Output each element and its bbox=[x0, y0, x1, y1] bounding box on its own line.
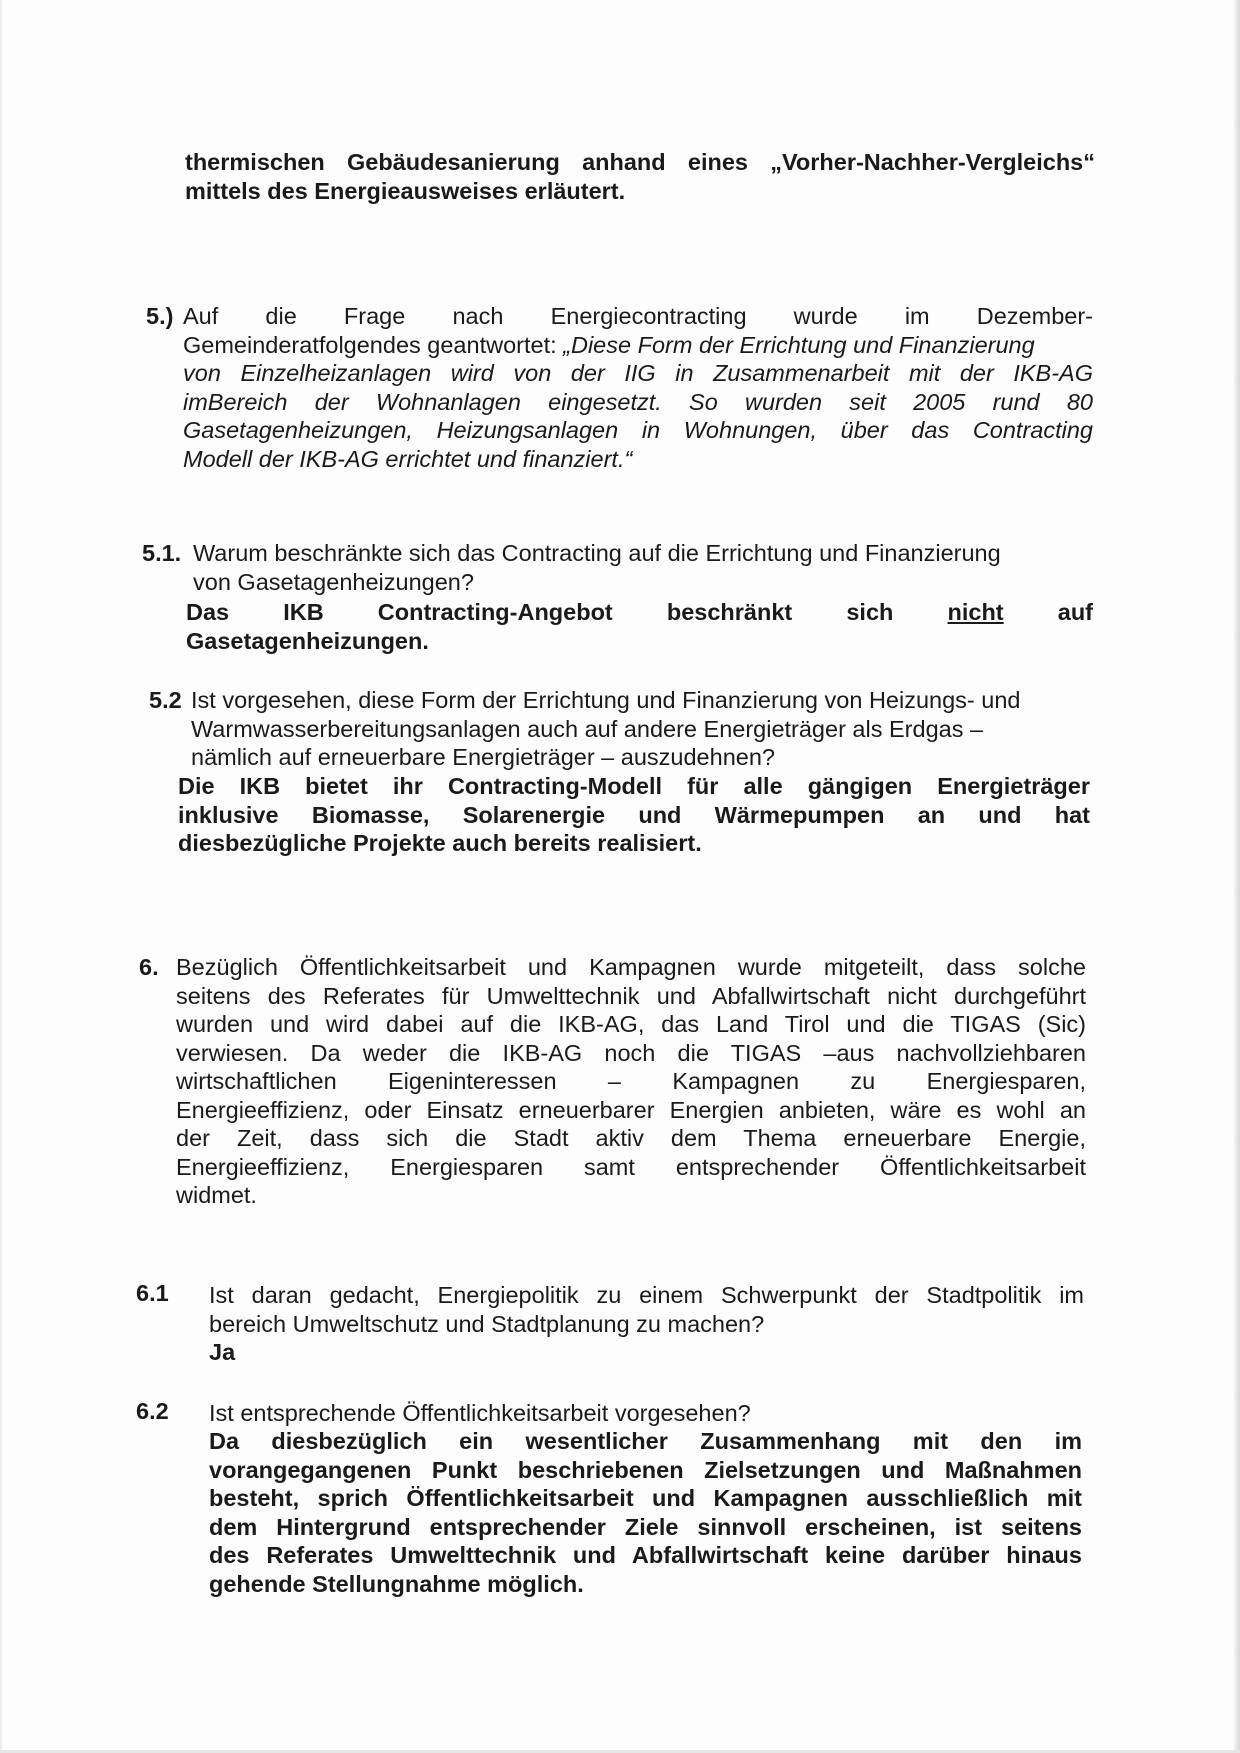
section-6-line-7: der Zeit, dass sich die Stadt aktiv dem Thema erneuerbare Energie, bbox=[176, 1125, 1086, 1151]
section-5-1-answer bbox=[186, 598, 1093, 655]
section-6-line-4: verwiesen. Da weder die IKB-AG noch die TIGAS –aus nachvollziehbaren bbox=[176, 1039, 1086, 1066]
section-5-2-answer-line-2: inklusive Biomasse, Solarenergie und Wärmepumpen an und hat bbox=[178, 801, 1090, 828]
section-6-line-2: seitens des Referates für Umwelttechnik und Abfallwirtschaft nicht durchgeführt bbox=[176, 982, 1086, 1009]
section-6-line-8: Energieeffizienz, Energiesparen samt entsprechender Öffentlichkeitsarbeit bbox=[176, 1153, 1086, 1180]
section-5-1-answer-line-1 bbox=[186, 598, 1093, 627]
section-6-2-question-line: Ist entsprechende Öffentlichkeitsarbeit vorgesehen? bbox=[209, 1400, 751, 1426]
section-6-1-question-line-2: bereich Umweltschutz und Stadtplanung zu machen? bbox=[209, 1310, 765, 1337]
section-6-2-answer bbox=[209, 1427, 1082, 1598]
section-5-2-question-line-2: Warmwasserbereitungsanlagen auch auf andere Energieträger als Erdgas – bbox=[191, 715, 984, 742]
section-5-2-answer-line-3: diesbezügliche Projekte auch bereits realisiert. bbox=[178, 830, 702, 856]
section-5-1-question-line-2: von Gasetagenheizungen? bbox=[193, 568, 474, 595]
scan-edge-right bbox=[1234, 0, 1240, 1753]
section-6-1-answer: Ja bbox=[209, 1339, 236, 1365]
section-5-2-question bbox=[191, 686, 1081, 772]
section-6-2-answer-line-4: dem Hintergrund entsprechender Ziele sinnvoll erscheinen, ist seitens bbox=[209, 1513, 1082, 1540]
section-6-2-answer-line-5: des Referates Umwelttechnik und Abfallwirtschaft keine darüber hinaus bbox=[209, 1542, 1082, 1568]
section-5-1-question bbox=[193, 539, 1093, 596]
section-5-2-number: 5.2 bbox=[149, 687, 182, 713]
section-6-number: 6. bbox=[139, 954, 159, 980]
section-6-2-answer-line-1: Da diesbezüglich ein wesentlicher Zusammenhang mit den im bbox=[209, 1428, 1082, 1454]
scan-edge-left bbox=[0, 0, 2, 1753]
section-6-2-answer-line-6: gehende Stellungnahme möglich. bbox=[209, 1570, 584, 1597]
intro-line-2: mittels des Energieausweises erläutert. bbox=[185, 177, 626, 204]
section-5-line-2 bbox=[183, 331, 1093, 360]
section-6-text bbox=[176, 953, 1086, 1210]
section-5-text bbox=[183, 302, 1093, 473]
section-6-1-number: 6.1 bbox=[136, 1280, 169, 1306]
section-5-1-answer-text-b: auf bbox=[1003, 599, 1093, 625]
section-6-line-9: widmet. bbox=[176, 1182, 257, 1208]
section-5-line-4: imBereich der Wohnanlagen eingesetzt. So wurden seit 2005 rund 80 bbox=[183, 388, 1093, 415]
section-5-2-question-line-1: Ist vorgesehen, diese Form der Errichtung und Finanzierung von Heizungs- und bbox=[191, 687, 1021, 713]
section-5-1-number: 5.1. bbox=[142, 540, 182, 566]
section-5-2-answer bbox=[178, 772, 1090, 858]
section-6-line-5: wirtschaftlichen Eigeninteressen – Kampagnen zu Energiesparen, bbox=[176, 1068, 1086, 1094]
section-6-2-answer-line-3: besteht, sprich Öffentlichkeitsarbeit und Kampagnen ausschließlich mit bbox=[209, 1485, 1082, 1511]
section-5-1-answer-underlined: nicht bbox=[947, 599, 1004, 625]
section-5-line-1: Auf die Frage nach Energiecontracting wurde im Dezember- bbox=[183, 303, 1093, 329]
section-5-line-6: Modell der IKB-AG errichtet und finanziert.“ bbox=[183, 445, 633, 472]
intro-paragraph bbox=[185, 148, 1095, 205]
section-5-line-5: Gasetagenheizungen, Heizungsanlagen in Wohnungen, über das Contracting bbox=[183, 417, 1093, 443]
section-5-2-answer-line-1: Die IKB bietet ihr Contracting-Modell für alle gängigen Energieträger bbox=[178, 773, 1090, 799]
section-6-2-question bbox=[209, 1399, 1084, 1428]
section-6-1-question bbox=[209, 1281, 1084, 1367]
section-6-line-1: Bezüglich Öffentlichkeitsarbeit und Kampagnen wurde mitgeteilt, dass solche bbox=[176, 954, 1086, 980]
section-5-number: 5.) bbox=[146, 303, 174, 329]
section-5-1-answer-line-2: Gasetagenheizungen. bbox=[186, 627, 429, 654]
section-6-2-number: 6.2 bbox=[136, 1398, 169, 1424]
section-5-line-3: von Einzelheizanlagen wird von der IIG in Zusammenarbeit mit der IKB-AG bbox=[183, 360, 1093, 386]
section-6-line-6: Energieeffizienz, oder Einsatz erneuerbarer Energien anbieten, wäre es wohl an bbox=[176, 1096, 1086, 1123]
section-6-line-3: wurden und wird dabei auf die IKB-AG, das Land Tirol und die TIGAS (Sic) bbox=[176, 1011, 1086, 1037]
section-5-2-question-line-3: nämlich auf erneuerbare Energieträger – auszudehnen? bbox=[191, 744, 775, 770]
section-5-1-answer-text-a: Das IKB Contracting-Angebot beschränkt sich bbox=[186, 599, 948, 625]
section-5-line-2-quote: „Diese Form der Errichtung und Finanzierung bbox=[563, 331, 1035, 358]
section-5-1-question-line-1: Warum beschränkte sich das Contracting auf die Errichtung und Finanzierung bbox=[193, 540, 1001, 566]
section-6-1-question-line-1: Ist daran gedacht, Energiepolitik zu einem Schwerpunkt der Stadtpolitik im bbox=[209, 1282, 1084, 1308]
section-6-2-answer-line-2: vorangegangenen Punkt beschriebenen Zielsetzungen und Maßnahmen bbox=[209, 1456, 1082, 1483]
section-5-line-2-prefix: Gemeinderatfolgendes geantwortet: bbox=[183, 331, 564, 358]
intro-line-1: thermischen Gebäudesanierung anhand eines „Vorher-Nachher-Vergleichs“ bbox=[185, 149, 1095, 175]
